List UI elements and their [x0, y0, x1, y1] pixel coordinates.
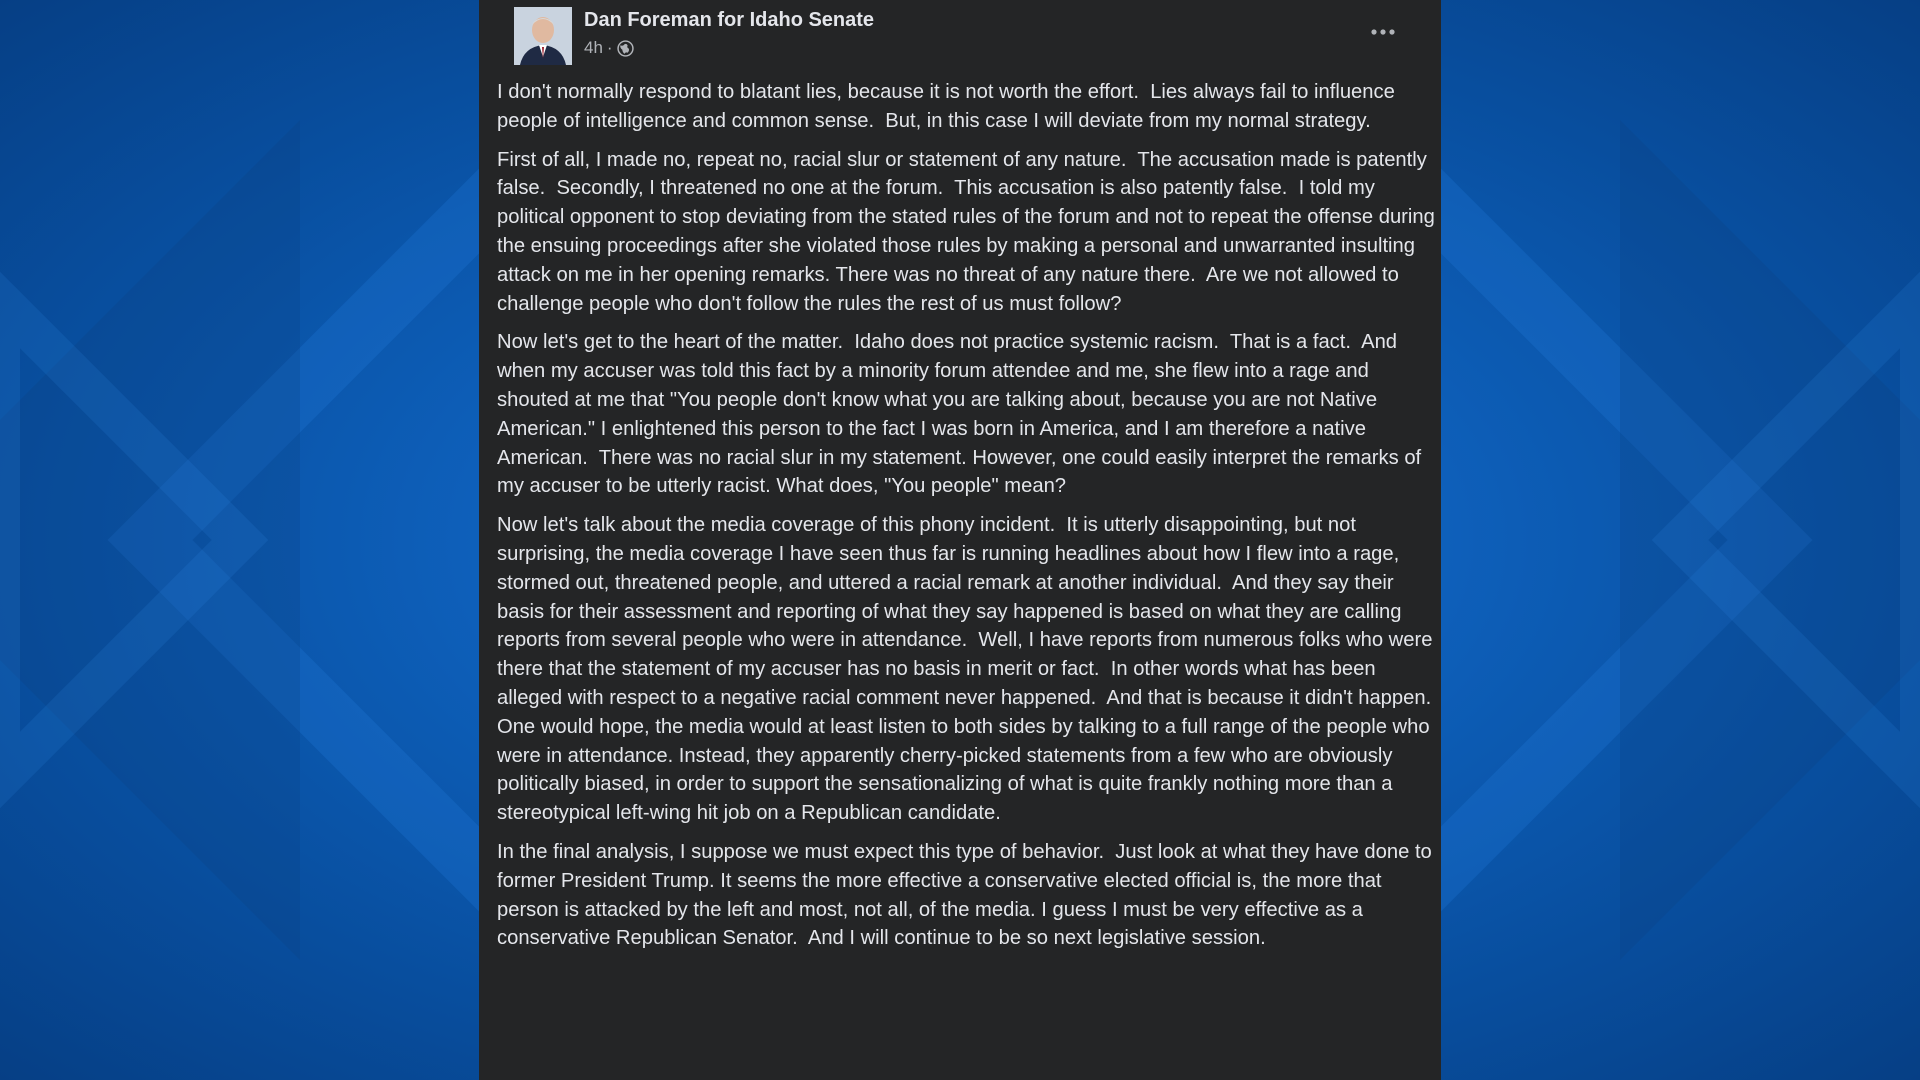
post-paragraph: Now let's get to the heart of the matter. Idaho does not practice systemic racism. That is a fact. And when my accuser was told this fact by a minority forum attendee and me, she flew into a rage and shouted at me that "You people don't know what you are talking about, because you are not Native American." I enlightened this person to the fact I was born in America, and I am therefore a native American. There was no racial slur in my statement. However, one could easily interpret the remarks of my accuser to be utterly racist. What does, "You people" mean?: [497, 331, 1427, 498]
meta-separator: ·: [606, 38, 613, 57]
post-timestamp[interactable]: 4h: [584, 38, 603, 57]
post-paragraph: I don't normally respond to blatant lies, because it is not worth the effort. Lies always fail to influence people of intelligence and common sense. But, in this case I will deviate from my normal strategy.: [497, 81, 1401, 132]
post-header: [497, 0, 1429, 72]
author-name[interactable]: Dan Foreman for Idaho Senate: [584, 9, 875, 31]
facebook-post-card: [479, 0, 1441, 1080]
post-body: [497, 78, 1443, 953]
post-meta: [584, 38, 634, 58]
more-options-button[interactable]: [1365, 18, 1401, 46]
author-avatar[interactable]: [514, 7, 572, 65]
more-options-icon: [1371, 28, 1395, 36]
post-paragraph: Now let's talk about the media coverage of this phony incident. It is utterly disappointing, but not surprising, the media coverage I have seen thus far is running headlines about how I flew into a rage, stormed out, threatened people, and uttered a racial remark at another individual. And they say their basis for their assessment and reporting of what they say happened is based on what they are calling reports from several people who were in attendance. Well, I have reports from numerous folks who were there that the statement of my accuser has no basis in merit or fact. In other words what has been alleged with respect to a negative racial comment never happened. And that is because it didn't happen. One would hope, the media would at least listen to both sides by talking to a full range of the people who were in attendance. Instead, they apparently cherry-picked statements from a few who are obviously politically biased, in order to support the sensationalizing of what is quite frankly nothing more than a stereotypical left-wing hit job on a Republican candidate.: [497, 514, 1443, 825]
profile-photo-icon: [514, 7, 572, 65]
globe-icon[interactable]: [617, 40, 634, 57]
post-paragraph: In the final analysis, I suppose we must expect this type of behavior. Just look at what they have done to former President Trump. It seems the more effective a conservative elected official is, the more that person is attacked by the left and most, not all, of the media. I guess I must be very effective as a conservative Republican Senator. And I will continue to be so next legislative session.: [497, 840, 1438, 950]
post-paragraph: First of all, I made no, repeat no, racial slur or statement of any nature. The accusation made is patently false. Secondly, I threatened no one at the forum. This accusation is also patently false. I told my political opponent to stop deviating from the stated rules of the forum and not to repeat the offense during the ensuing proceedings after she violated those rules by making a personal and unwarranted insulting attack on me in her opening remarks. There was no threat of any nature there. Are we not allowed to challenge people who don't follow the rules the rest of us must follow?: [497, 148, 1441, 315]
